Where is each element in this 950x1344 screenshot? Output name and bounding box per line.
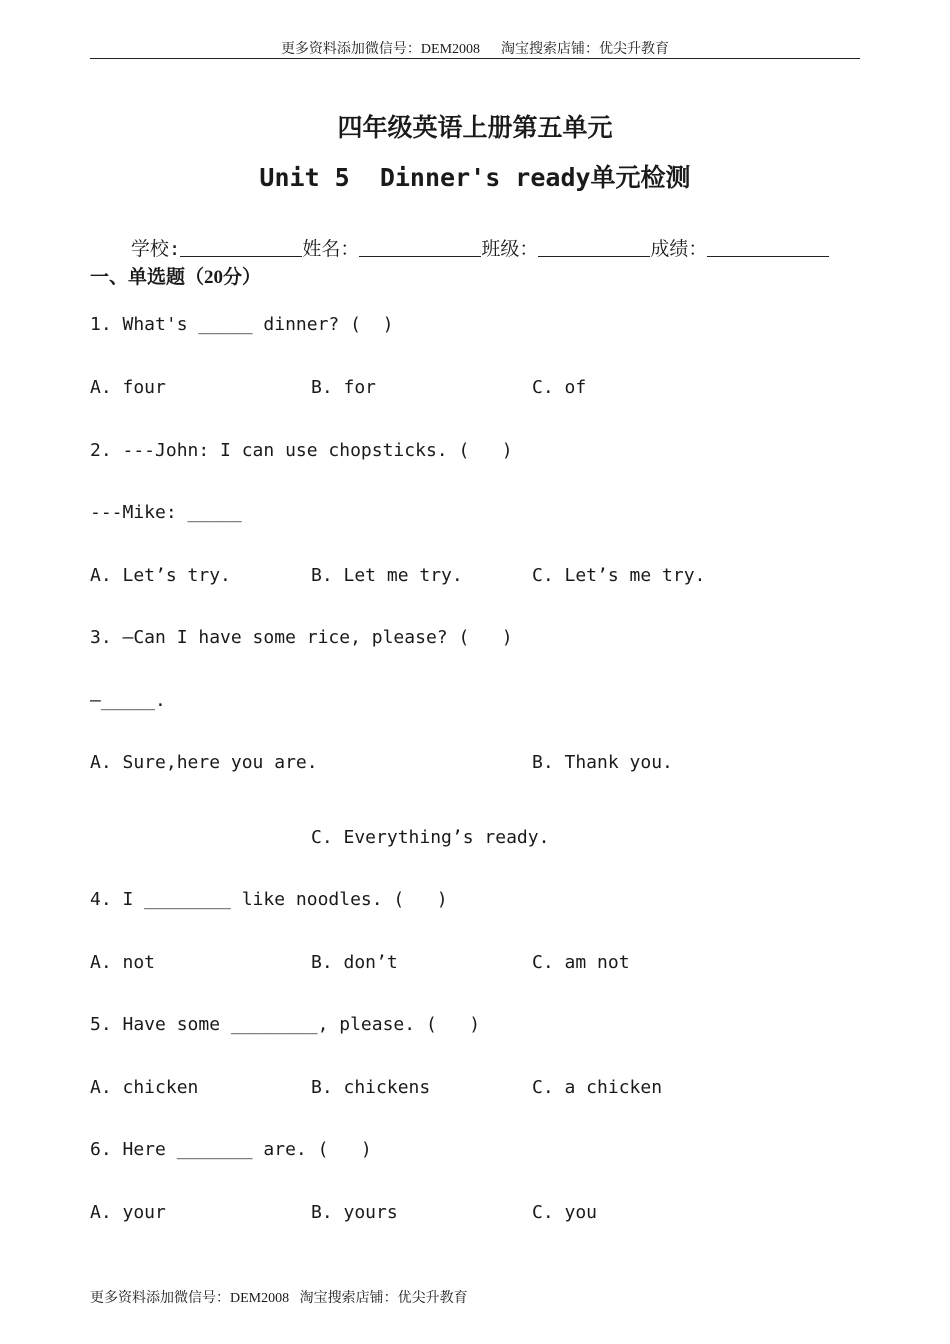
question-stem: 2. ---John: I can use chopsticks. ( ) <box>90 440 513 461</box>
option-c: C. am not <box>532 952 630 973</box>
option-b: B. Let me try. <box>311 565 463 586</box>
option-b: B. yours <box>311 1202 398 1223</box>
option-a: A. four <box>90 377 166 398</box>
school-blank[interactable] <box>180 238 302 257</box>
section-heading: 一、单选题（20分） <box>90 267 262 288</box>
name-label: 姓名： <box>302 238 360 260</box>
option-c: C. you <box>532 1202 598 1223</box>
class-label: 班级： <box>481 238 539 260</box>
question-stem: 1. What's _____ dinner? ( ) <box>90 314 394 335</box>
option-a: A. your <box>90 1202 166 1223</box>
option-b: B. for <box>311 377 377 398</box>
score-label: 成绩： <box>650 238 708 260</box>
question-response-line: —_____. <box>90 690 166 711</box>
name-blank[interactable] <box>359 238 481 257</box>
page-header: 更多资料添加微信号：DEM2008 淘宝搜索店铺：优尖升教育 <box>280 42 670 57</box>
page-footer: 更多资料添加微信号：DEM2008 淘宝搜索店铺：优尖升教育 <box>90 1291 468 1306</box>
score-blank[interactable] <box>707 238 829 257</box>
option-b: B. chickens <box>311 1077 431 1098</box>
option-c: C. Let’s me try. <box>532 565 706 586</box>
option-c: C. Everything’s ready. <box>311 827 550 848</box>
option-b: B. Thank you. <box>532 752 673 773</box>
question-response-line: ---Mike: _____ <box>90 502 242 523</box>
question-stem: 3. —Can I have some rice, please? ( ) <box>90 627 513 648</box>
school-label: 学校: <box>130 238 181 260</box>
header-divider <box>90 58 860 59</box>
option-b: B. don’t <box>311 952 398 973</box>
option-a: A. Sure,here you are. <box>90 752 318 773</box>
question-stem: 4. I ________ like noodles. ( ) <box>90 889 448 910</box>
page-subtitle: Unit 5 Dinner's ready单元检测 <box>259 163 691 192</box>
question-stem: 5. Have some ________, please. ( ) <box>90 1014 481 1035</box>
option-c: C. a chicken <box>532 1077 663 1098</box>
option-a: A. Let’s try. <box>90 565 231 586</box>
page-title: 四年级英语上册第五单元 <box>337 115 613 142</box>
question-stem: 6. Here _______ are. ( ) <box>90 1139 372 1160</box>
option-a: A. not <box>90 952 156 973</box>
option-a: A. chicken <box>90 1077 199 1098</box>
option-c: C. of <box>532 377 587 398</box>
class-blank[interactable] <box>538 238 650 257</box>
student-info <box>108 212 829 261</box>
